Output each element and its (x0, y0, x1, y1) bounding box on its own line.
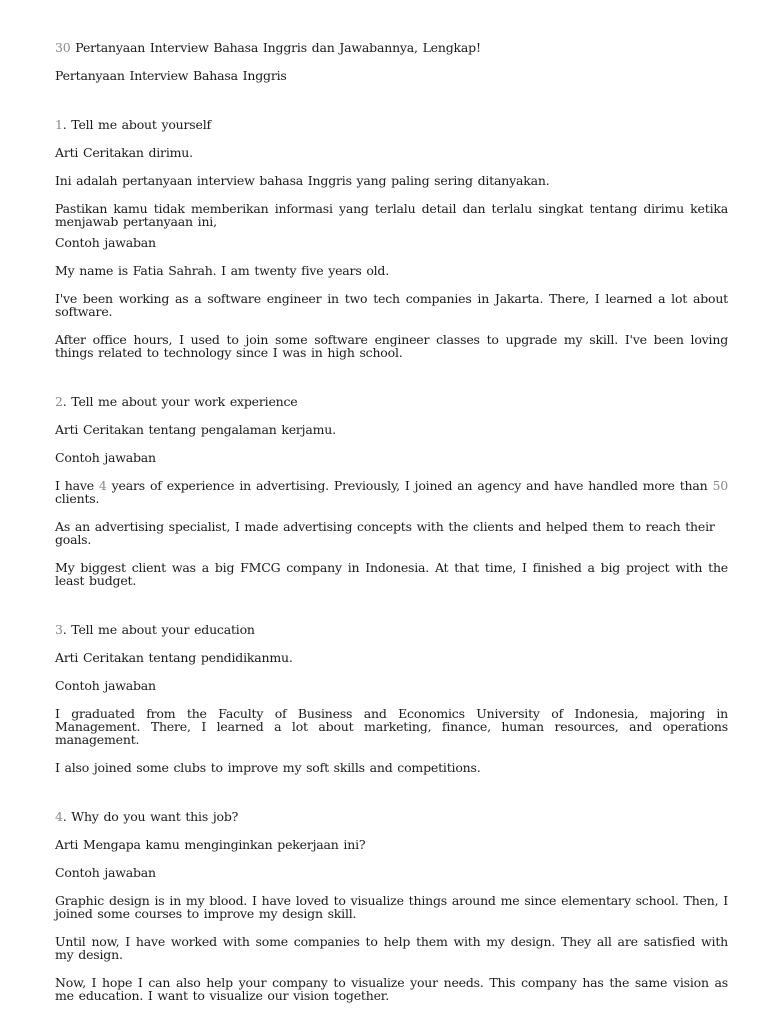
years-number: 4 (98, 478, 107, 493)
title-number: 30 (55, 40, 71, 55)
document-title (55, 41, 728, 54)
question-translation-3: Arti Ceritakan tentang pendidikanmu. (55, 650, 293, 665)
question-translation-2: Arti Ceritakan tentang pengalaman kerjamu. (55, 422, 336, 437)
question-heading-1 (55, 118, 728, 131)
question-text: . Tell me about your work experience (62, 394, 298, 409)
question-number: 4 (55, 809, 63, 824)
answer-text: years of experience in advertising. Previously, I joined an agency and have handled more than (106, 478, 713, 493)
answer-paragraph: My biggest client was a big FMCG company in Indonesia. At that time, I finished a big project with the least budget. (55, 560, 728, 588)
example-label: Contoh jawaban (55, 450, 156, 465)
example-label: Contoh jawaban (55, 865, 156, 880)
question-text: . Why do you want this job? (62, 809, 239, 824)
answer-paragraph: As an advertising specialist, I made advertising concepts with the clients and helped them to reach their goals. (55, 519, 715, 547)
answer-paragraph: I graduated from the Faculty of Business and Economics University of Indonesia, majoring in Management. There, I learned a lot about marketing, finance, human resources, and operations management. (55, 706, 728, 747)
example-label: Contoh jawaban (55, 235, 156, 250)
clients-number: 50 (712, 478, 728, 493)
answer-text: I have (55, 478, 99, 493)
question-number: 3 (55, 622, 63, 637)
note-paragraph: Ini adalah pertanyaan interview bahasa Inggris yang paling sering ditanyakan. (55, 173, 550, 188)
question-number: 2 (55, 394, 63, 409)
question-heading-4 (55, 810, 728, 823)
answer-paragraph: I've been working as a software engineer in two tech companies in Jakarta. There, I learned a lot about software. (55, 291, 728, 319)
note-paragraph: Pastikan kamu tidak memberikan informasi yang terlalu detail dan terlalu singkat tentang dirimu ketika menjawab pertanyaan ini, (55, 201, 728, 229)
example-label: Contoh jawaban (55, 678, 156, 693)
answer-paragraph: Graphic design is in my blood. I have loved to visualize things around me since elementary school. Then, I joined some courses to improve my design skill. (55, 893, 728, 921)
question-heading-3 (55, 623, 728, 636)
document-subtitle: Pertanyaan Interview Bahasa Inggris (55, 68, 287, 83)
answer-paragraph: Now, I hope I can also help your company to visualize your needs. This company has the same vision as me education. I want to visualize our vision together. (55, 975, 728, 1003)
question-text: . Tell me about your education (62, 622, 255, 637)
answer-paragraph (55, 479, 728, 505)
answer-paragraph: I also joined some clubs to improve my soft skills and competitions. (55, 760, 481, 775)
answer-paragraph: My name is Fatia Sahrah. I am twenty five years old. (55, 263, 390, 278)
question-translation-1: Arti Ceritakan dirimu. (55, 145, 193, 160)
question-number: 1 (55, 117, 63, 132)
question-heading-2 (55, 395, 728, 408)
title-text: Pertanyaan Interview Bahasa Inggris dan Jawabannya, Lengkap! (70, 40, 481, 55)
question-text: . Tell me about yourself (62, 117, 211, 132)
question-translation-4: Arti Mengapa kamu menginginkan pekerjaan ini? (55, 837, 366, 852)
answer-paragraph: After office hours, I used to join some software engineer classes to upgrade my skill. I've been loving things related to technology since I was in high school. (55, 332, 728, 360)
answer-text: clients. (55, 491, 100, 506)
answer-paragraph: Until now, I have worked with some companies to help them with my design. They all are satisfied with my design. (55, 934, 728, 962)
